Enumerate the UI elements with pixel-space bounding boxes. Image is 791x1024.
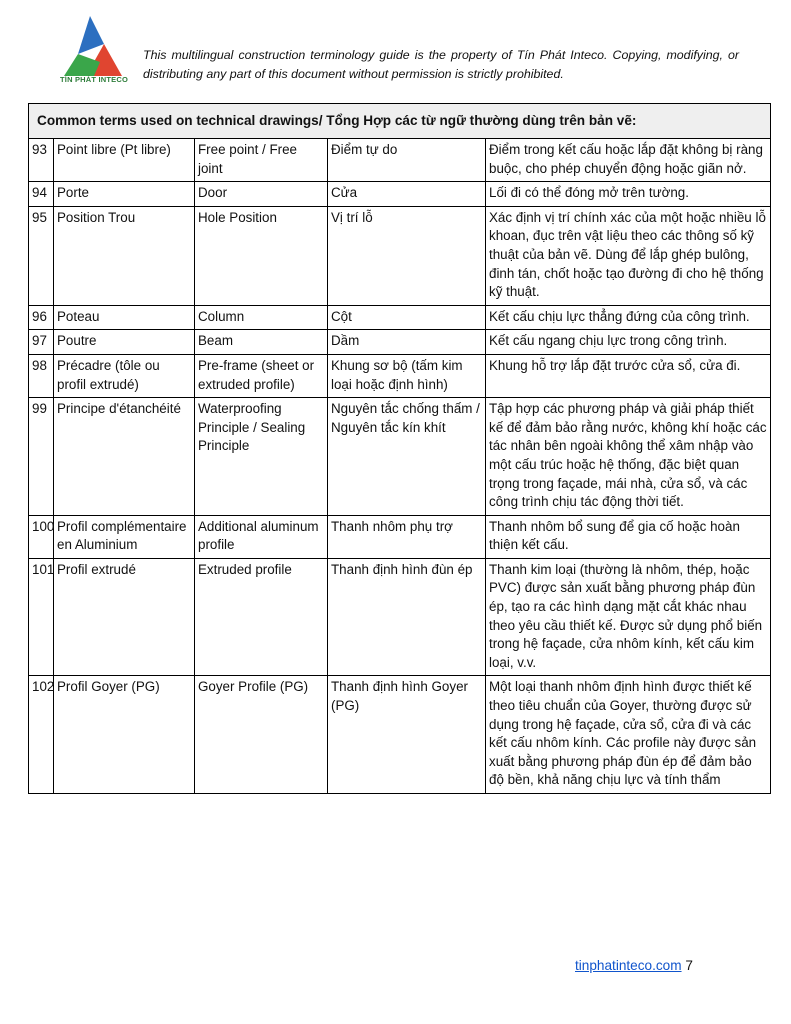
description: Thanh kim loại (thường là nhôm, thép, hoặc PVC) được sản xuất bằng phương pháp đùn ép, tạo ra các hình dạng mặt cắt khác nhau theo yêu cầu thiết kế. Được sử dụng phổ biến trong hệ façade, cửa nhôm kính, kết cấu kim loại, v.v. xyxy=(486,558,771,676)
logo-triangle-icon xyxy=(56,14,132,76)
row-number: 94 xyxy=(29,182,54,207)
table-row xyxy=(29,354,771,397)
row-number: 98 xyxy=(29,354,54,397)
terminology-table xyxy=(28,103,771,794)
website-link[interactable]: tinphatinteco.com xyxy=(575,958,682,973)
english-term: Door xyxy=(195,182,328,207)
english-term: Hole Position xyxy=(195,206,328,305)
row-number: 93 xyxy=(29,139,54,182)
row-number: 97 xyxy=(29,330,54,355)
description: Xác định vị trí chính xác của một hoặc nhiều lỗ khoan, đục trên vật liệu theo các thông số kỹ thuật của bản vẽ. Dùng để lắp ghép bulông, đinh tán, chốt hoặc tạo đường đi cho hệ thống kỹ thuật. xyxy=(486,206,771,305)
company-logo xyxy=(56,14,132,94)
row-number: 100 xyxy=(29,515,54,558)
row-number: 95 xyxy=(29,206,54,305)
french-term: Poteau xyxy=(54,305,195,330)
page-header xyxy=(0,0,791,100)
description: Một loại thanh nhôm định hình được thiết kế theo tiêu chuẩn của Goyer, thường được sử dụng trong hệ façade, cửa sổ, cửa đi và các kết cấu nhôm kính. Các profile này được sản xuất bằng phương pháp đùn ép để đảm bảo độ bền, khả năng chịu lực và tính thẩm xyxy=(486,676,771,794)
french-term: Porte xyxy=(54,182,195,207)
french-term: Point libre (Pt libre) xyxy=(54,139,195,182)
row-number: 99 xyxy=(29,398,54,516)
vietnamese-term: Khung sơ bộ (tấm kim loại hoặc định hình) xyxy=(328,354,486,397)
description: Khung hỗ trợ lắp đặt trước cửa sổ, cửa đi. xyxy=(486,354,771,397)
table-title-row xyxy=(29,104,771,139)
description: Tập hợp các phương pháp và giải pháp thiết kế để đảm bảo rằng nước, không khí hoặc các tác nhân bên ngoài không thể xâm nhập vào một cấu trúc hoặc hệ thống, đặc biệt quan trọng trong façade, mái nhà, cửa sổ, và các công trình chịu tác động thời tiết. xyxy=(486,398,771,516)
english-term: Column xyxy=(195,305,328,330)
page-number: 7 xyxy=(685,958,693,973)
french-term: Profil Goyer (PG) xyxy=(54,676,195,794)
table-row xyxy=(29,398,771,516)
french-term: Poutre xyxy=(54,330,195,355)
table-row xyxy=(29,558,771,676)
english-term: Extruded profile xyxy=(195,558,328,676)
english-term: Goyer Profile (PG) xyxy=(195,676,328,794)
english-term: Pre-frame (sheet or extruded profile) xyxy=(195,354,328,397)
table-title: Common terms used on technical drawings/ Tổng Hợp các từ ngữ thường dùng trên bản vẽ: xyxy=(29,104,771,139)
vietnamese-term: Thanh định hình Goyer (PG) xyxy=(328,676,486,794)
vietnamese-term: Dầm xyxy=(328,330,486,355)
logo-text: TÍN PHÁT INTECO xyxy=(60,75,128,84)
table-row xyxy=(29,305,771,330)
table-row xyxy=(29,515,771,558)
copyright-notice: This multilingual construction terminology guide is the property of Tín Phát Inteco. Copying, modifying, or distributing any part of this document without permission is strictly prohibited. xyxy=(143,48,739,81)
vietnamese-term: Cửa xyxy=(328,182,486,207)
row-number: 96 xyxy=(29,305,54,330)
description: Kết cấu chịu lực thẳng đứng của công trình. xyxy=(486,305,771,330)
vietnamese-term: Nguyên tắc chống thấm / Nguyên tắc kín khít xyxy=(328,398,486,516)
english-term: Free point / Free joint xyxy=(195,139,328,182)
vietnamese-term: Cột xyxy=(328,305,486,330)
vietnamese-term: Điểm tự do xyxy=(328,139,486,182)
vietnamese-term: Thanh nhôm phụ trợ xyxy=(328,515,486,558)
french-term: Principe d'étanchéité xyxy=(54,398,195,516)
description: Điểm trong kết cấu hoặc lắp đặt không bị ràng buộc, cho phép chuyển động hoặc giãn nở. xyxy=(486,139,771,182)
french-term: Profil complémentaire en Aluminium xyxy=(54,515,195,558)
french-term: Profil extrudé xyxy=(54,558,195,676)
vietnamese-term: Thanh định hình đùn ép xyxy=(328,558,486,676)
table-row xyxy=(29,182,771,207)
english-term: Beam xyxy=(195,330,328,355)
table-row xyxy=(29,139,771,182)
table-row xyxy=(29,330,771,355)
row-number: 102 xyxy=(29,676,54,794)
table-row xyxy=(29,206,771,305)
vietnamese-term: Vị trí lỗ xyxy=(328,206,486,305)
row-number: 101 xyxy=(29,558,54,676)
description: Thanh nhôm bổ sung để gia cố hoặc hoàn thiện kết cấu. xyxy=(486,515,771,558)
page-footer xyxy=(575,958,693,973)
table-row xyxy=(29,676,771,794)
description: Lối đi có thể đóng mở trên tường. xyxy=(486,182,771,207)
english-term: Additional aluminum profile xyxy=(195,515,328,558)
french-term: Précadre (tôle ou profil extrudé) xyxy=(54,354,195,397)
english-term: Waterproofing Principle / Sealing Principle xyxy=(195,398,328,516)
description: Kết cấu ngang chịu lực trong công trình. xyxy=(486,330,771,355)
french-term: Position Trou xyxy=(54,206,195,305)
